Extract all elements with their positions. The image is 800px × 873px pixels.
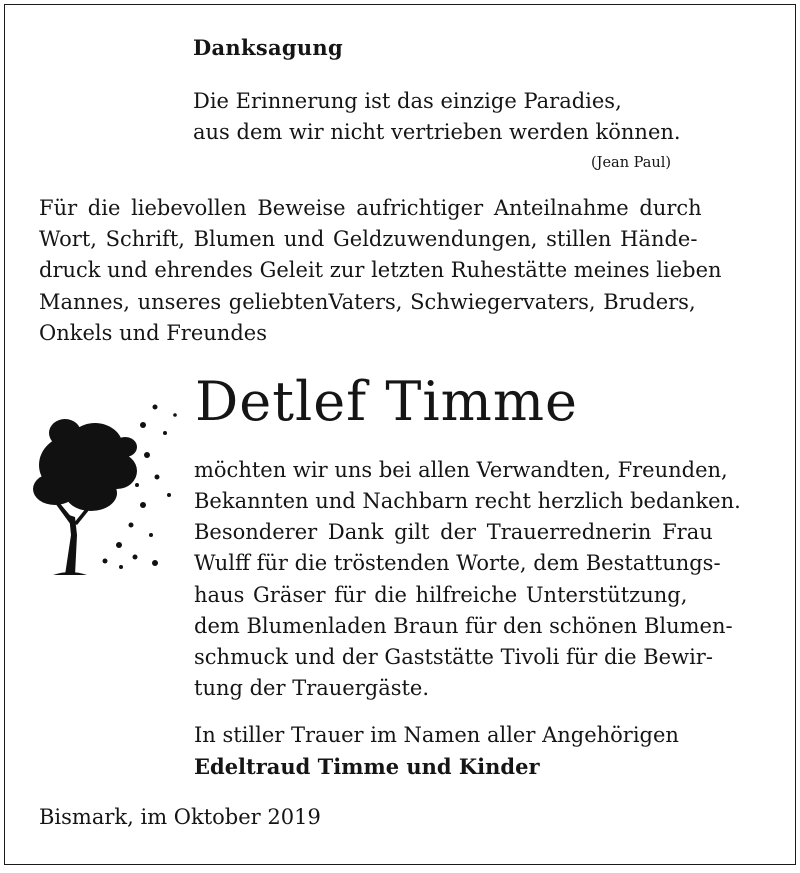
intro-line: Mannes, unseres geliebtenVaters, Schwiegervaters, Bruders, xyxy=(39,290,696,314)
thanks-line: Wulff für die tröstenden Worte, dem Bestattungs- xyxy=(194,551,721,575)
notice-heading: Danksagung xyxy=(193,35,343,60)
intro-line: Für die liebevollen Beweise aufrichtiger Anteilnahme durch xyxy=(39,196,702,220)
thanks-line: schmuck und der Gaststätte Tivoli für die Bewir- xyxy=(194,645,713,669)
quote-line: Die Erinnerung ist das einzige Paradies, xyxy=(193,89,622,113)
thanks-line: dem Blumenladen Braun für den schönen Blumen- xyxy=(194,614,733,638)
thanks-line: Bekannten und Nachbarn recht herzlich bedanken. xyxy=(194,489,741,513)
intro-line: Onkels und Freundes xyxy=(39,321,267,345)
place-date: Bismark, im Oktober 2019 xyxy=(39,805,321,829)
thanks-line: tung der Trauergäste. xyxy=(194,676,430,700)
thanks-line: haus Gräser für die hilfreiche Unterstützung, xyxy=(194,583,688,607)
thanks-line: Besonderer Dank gilt der Trauerrednerin Frau xyxy=(194,520,713,544)
thanks-line: möchten wir uns bei allen Verwandten, Freunden, xyxy=(194,458,728,482)
quote-author: (Jean Paul) xyxy=(591,155,672,171)
obituary-notice xyxy=(4,4,796,865)
deceased-name: Detlef Timme xyxy=(195,370,578,433)
intro-line: Wort, Schrift, Blumen und Geldzuwendungen, stillen Hände- xyxy=(39,227,698,251)
quote-line: aus dem wir nicht vertrieben werden können. xyxy=(193,120,681,144)
mourning-line: In stiller Trauer im Namen aller Angehörigen xyxy=(194,723,679,747)
tree-with-falling-leaves-icon xyxy=(25,385,187,580)
family-signature: Edeltraud Timme und Kinder xyxy=(194,754,540,779)
intro-line: druck und ehrendes Geleit zur letzten Ruhestätte meines lieben xyxy=(39,258,722,282)
